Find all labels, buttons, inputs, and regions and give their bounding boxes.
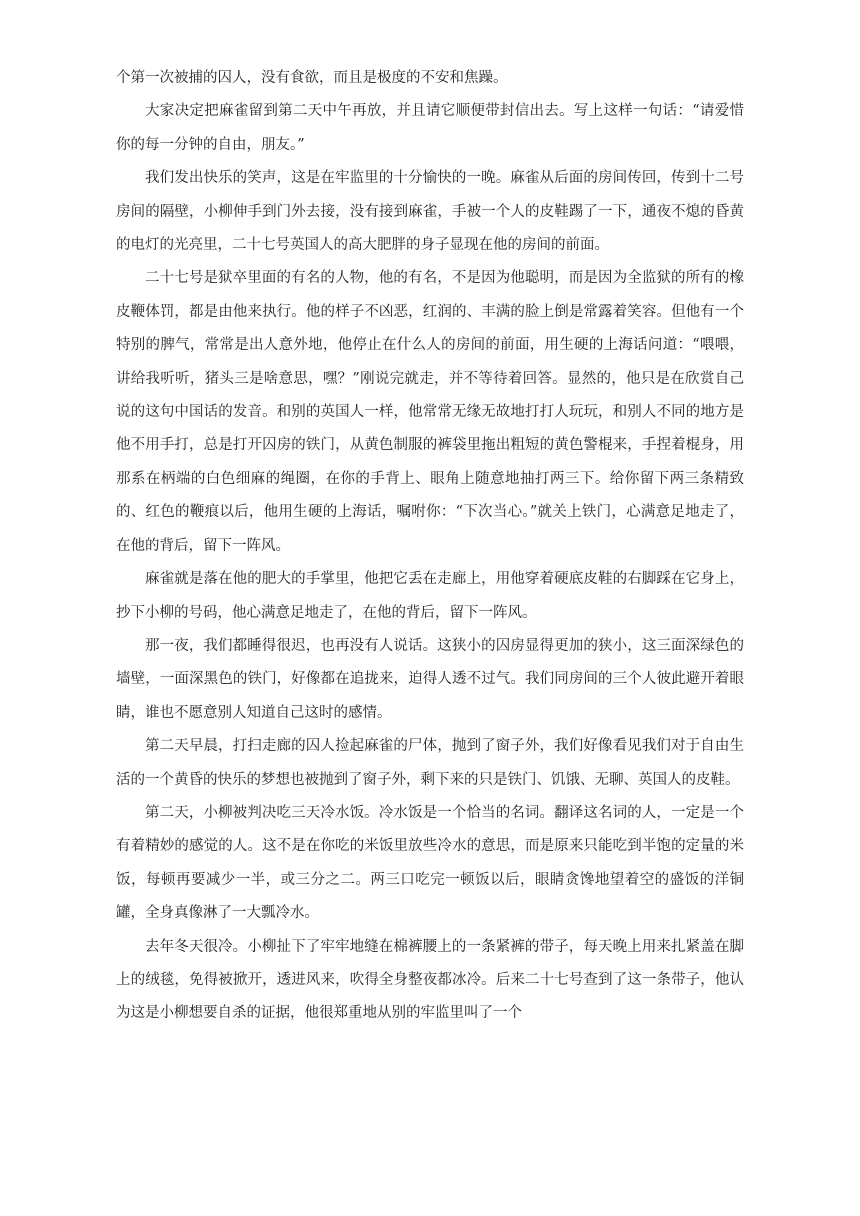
paragraph-4: 二十七号是狱卒里面的有名的人物，他的有名，不是因为他聪明，而是因为全监狱的所有的橡皮鞭体罚，都是由他来执行。他的样子不凶恶，红润的、丰满的脸上倒是常露着笑容。但他有一个特别的脾气，常常是出人意外地，他停止在什么人的房间的前面，用生硬的上海话问道：“喂喂，讲给我听听，猪头三是啥意思，嘿？”刚说完就走，并不等待着回答。显然的，他只是在欣赏自己说的这句中国话的发音。和别的英国人一样，他常常无缘无故地打打人玩玩，和别人不同的地方是他不用手打，总是打开囚房的铁门，从黄色制服的裤袋里拖出粗短的黄色警棍来，手捏着棍身，用那系在柄端的白色细麻的绳圈，在你的手背上、眼角上随意地抽打两三下。给你留下两三条精致的、红色的鞭痕以后，他用生硬的上海话，嘱咐你：“下次当心。”就关上铁门，心满意足地走了，在他的背后，留下一阵风。	[116, 270, 744, 554]
paragraph-7: 第二天早晨，打扫走廊的囚人捡起麻雀的尸体，抛到了窗子外，我们好像看见我们对于自由生活的一个黄昏的快乐的梦想也被抛到了窗子外，剩下来的只是铁门、饥饿、无聊、英国人的皮鞋。	[116, 738, 744, 788]
paragraph-1: 个第一次被捕的囚人，没有食欲，而且是极度的不安和焦躁。	[116, 70, 508, 86]
paragraph-2: 大家决定把麻雀留到第二天中午再放，并且请它顺便带封信出去。写上这样一句话：“请爱惜你的每一分钟的自由，朋友。”	[116, 103, 744, 153]
paragraph-8: 第二天，小柳被判决吃三天冷水饭。冷水饭是一个恰当的名词。翻译这名词的人，一定是一个有着精妙的感觉的人。这不是在你吃的米饭里放些冷水的意思，而是原来只能吃到半饱的定量的米饭，每顿再要减少一半，或三分之二。两三口吃完一顿饭以后，眼睛贪馋地望着空的盛饭的洋铜罐，全身真像淋了一大瓢冷水。	[116, 804, 744, 922]
paragraph-9: 去年冬天很冷。小柳扯下了牢牢地缝在棉裤腰上的一条紧裤的带子，每天晚上用来扎紧盖在脚上的绒毯，免得被掀开，透进风来，吹得全身整夜都冰冷。后来二十七号查到了这一条带子，他认为这是小柳想要自杀的证据，他很郑重地从别的牢监里叫了一个	[116, 938, 744, 1022]
paragraph-3: 我们发出快乐的笑声，这是在牢监里的十分愉快的一晚。麻雀从后面的房间传回，传到十二号房间的隔壁，小柳伸手到门外去接，没有接到麻雀，手被一个人的皮鞋踢了一下，通夜不熄的昏黄的电灯的光亮里，二十七号英国人的高大肥胖的身子显现在他的房间的前面。	[116, 170, 744, 254]
paragraph-5: 麻雀就是落在他的肥大的手掌里，他把它丢在走廊上，用他穿着硬底皮鞋的右脚踩在它身上，抄下小柳的号码，他心满意足地走了，在他的背后，留下一阵风。	[116, 571, 744, 621]
paragraph-6: 那一夜，我们都睡得很迟，也再没有人说话。这狭小的囚房显得更加的狭小，这三面深绿色的墙壁，一面深黑色的铁门，好像都在追拢来，迫得人透不过气。我们同房间的三个人彼此避开着眼睛，谁也不愿意别人知道自己这时的感情。	[116, 637, 744, 721]
